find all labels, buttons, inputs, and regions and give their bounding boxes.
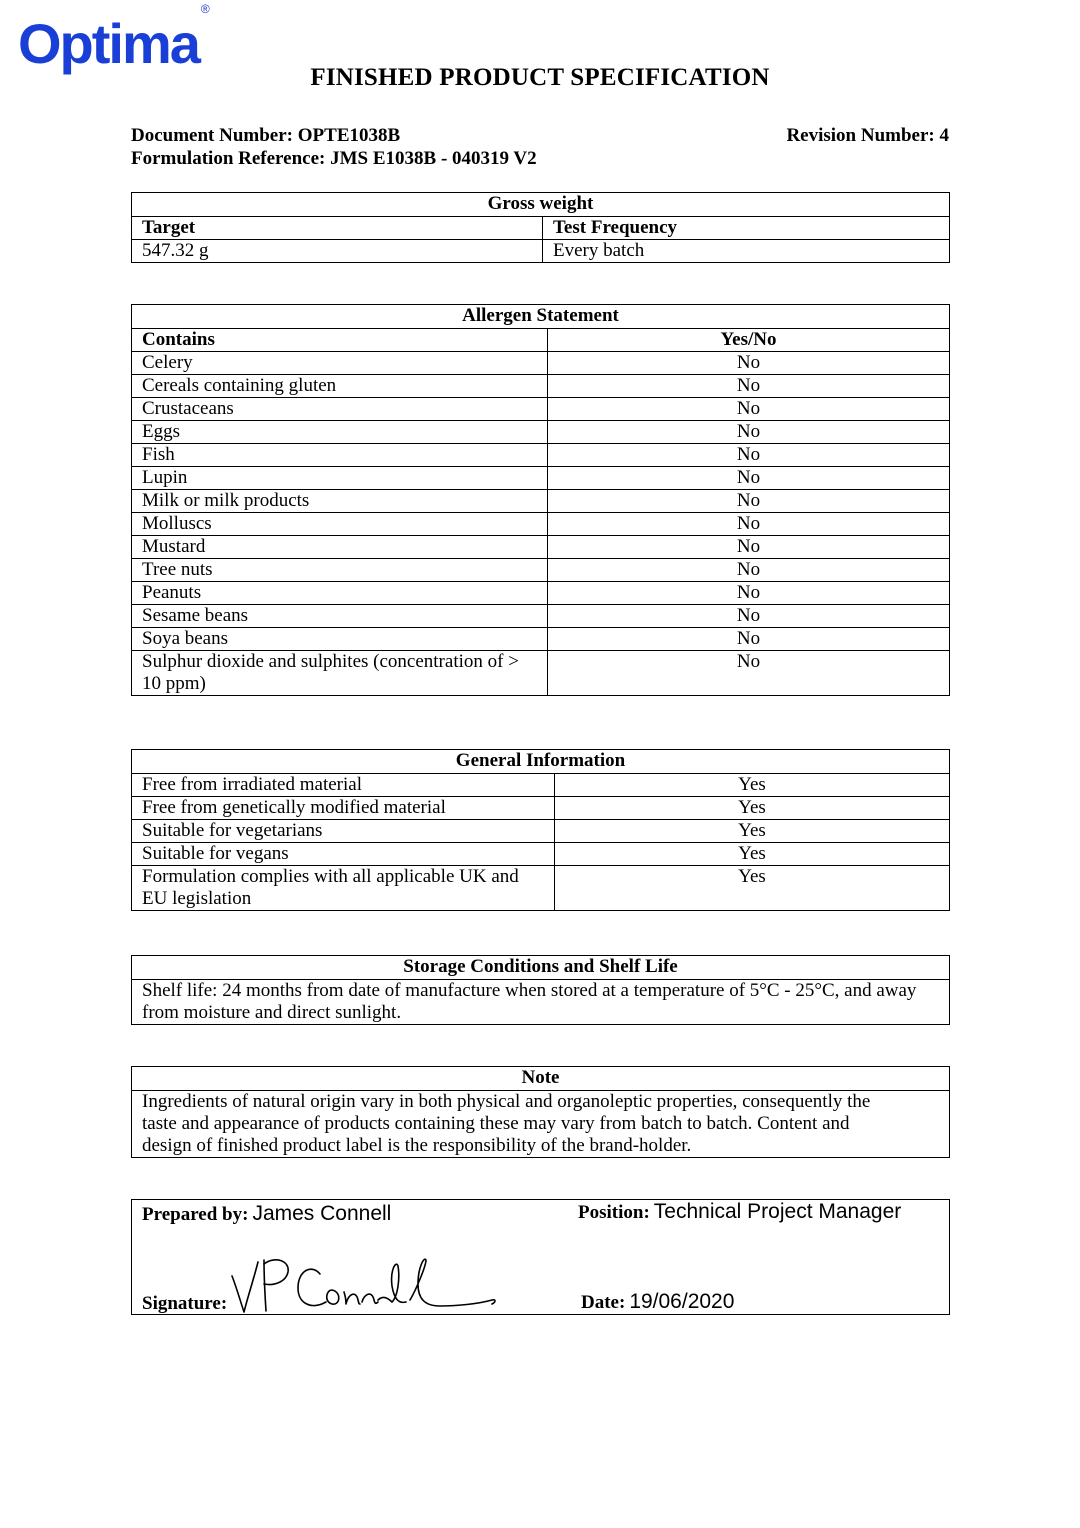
allergen-value: No (548, 467, 950, 490)
storage-title: Storage Conditions and Shelf Life (132, 956, 950, 980)
document-number: Document Number: OPTE1038B (131, 125, 401, 146)
allergen-value: No (548, 536, 950, 559)
general-info-row (132, 774, 950, 797)
allergen-row (132, 582, 950, 605)
general-info-item: Free from genetically modified material (132, 797, 555, 820)
allergen-value: No (548, 421, 950, 444)
prepared-by-name: James Connell (252, 1202, 392, 1225)
storage-table (131, 955, 950, 1025)
allergen-item: Fish (132, 444, 548, 467)
formulation-reference: Formulation Reference: JMS E1038B - 040319 V2 (131, 148, 537, 169)
allergen-value: No (548, 559, 950, 582)
allergen-value: No (548, 628, 950, 651)
allergen-item: Milk or milk products (132, 490, 548, 513)
allergen-item: Crustaceans (132, 398, 548, 421)
allergen-item: Sesame beans (132, 605, 548, 628)
signoff-box (131, 1199, 950, 1315)
allergen-value: No (548, 651, 950, 696)
allergen-row (132, 467, 950, 490)
allergen-row (132, 628, 950, 651)
contains-header: Contains (132, 329, 548, 352)
target-header: Target (132, 217, 543, 240)
optima-logo: Optima® (18, 2, 210, 75)
general-info-row (132, 797, 950, 820)
allergen-row (132, 605, 950, 628)
allergen-row (132, 536, 950, 559)
allergen-item: Molluscs (132, 513, 548, 536)
note-text: Ingredients of natural origin vary in both physical and organoleptic properties, consequently the taste and appearance of products containing these may vary from batch to batch. Content and design of finished product label is the responsibility of the brand-holder. (132, 1091, 950, 1158)
document-meta (131, 124, 949, 170)
allergen-row (132, 651, 950, 696)
allergen-item: Peanuts (132, 582, 548, 605)
general-info-item: Free from irradiated material (132, 774, 555, 797)
prepared-by: Prepared by: James Connell (142, 1202, 392, 1225)
gross-weight-title: Gross weight (132, 193, 950, 217)
general-information-title: General Information (132, 750, 950, 774)
date: Date: 19/06/2020 (581, 1290, 735, 1313)
target-value: 547.32 g (132, 240, 543, 263)
general-information-table (131, 749, 950, 911)
date-value: 19/06/2020 (629, 1290, 735, 1313)
test-frequency-value: Every batch (543, 240, 950, 263)
allergen-title: Allergen Statement (132, 305, 950, 329)
general-info-row (132, 820, 950, 843)
general-info-item: Suitable for vegetarians (132, 820, 555, 843)
general-info-value: Yes (555, 866, 950, 911)
general-info-item: Formulation complies with all applicable UK and EU legislation (132, 866, 555, 911)
allergen-value: No (548, 398, 950, 421)
document-title: FINISHED PRODUCT SPECIFICATION (310, 64, 770, 91)
allergen-item: Soya beans (132, 628, 548, 651)
gross-weight-table (131, 192, 950, 263)
allergen-value: No (548, 490, 950, 513)
allergen-value: No (548, 375, 950, 398)
allergen-value: No (548, 352, 950, 375)
allergen-value: No (548, 582, 950, 605)
allergen-table (131, 304, 950, 696)
note-title: Note (132, 1067, 950, 1091)
general-info-row (132, 866, 950, 911)
allergen-row (132, 421, 950, 444)
allergen-value: No (548, 513, 950, 536)
allergen-row (132, 444, 950, 467)
allergen-item: Cereals containing gluten (132, 375, 548, 398)
storage-text: Shelf life: 24 months from date of manufacture when stored at a temperature of 5°C - 25°C, and away from moisture and direct sunlight. (132, 980, 950, 1025)
general-info-row (132, 843, 950, 866)
allergen-row (132, 375, 950, 398)
allergen-row (132, 398, 950, 421)
position-value: Technical Project Manager (653, 1200, 902, 1223)
allergen-item: Sulphur dioxide and sulphites (concentration of > 10 ppm) (132, 651, 548, 696)
general-info-value: Yes (555, 774, 950, 797)
note-table (131, 1066, 950, 1158)
signature-label: Signature: (142, 1293, 228, 1314)
general-info-value: Yes (555, 797, 950, 820)
allergen-item: Lupin (132, 467, 548, 490)
position: Position: Technical Project Manager (578, 1200, 902, 1223)
allergen-item: Eggs (132, 421, 548, 444)
allergen-row (132, 352, 950, 375)
allergen-item: Mustard (132, 536, 548, 559)
allergen-item: Celery (132, 352, 548, 375)
test-frequency-header: Test Frequency (543, 217, 950, 240)
yes-no-header: Yes/No (548, 329, 950, 352)
general-info-value: Yes (555, 820, 950, 843)
allergen-row (132, 513, 950, 536)
allergen-row (132, 490, 950, 513)
handwritten-signature (228, 1256, 518, 1316)
allergen-value: No (548, 605, 950, 628)
allergen-row (132, 559, 950, 582)
revision-number: Revision Number: 4 (786, 125, 949, 146)
allergen-value: No (548, 444, 950, 467)
general-info-value: Yes (555, 843, 950, 866)
general-info-item: Suitable for vegans (132, 843, 555, 866)
allergen-item: Tree nuts (132, 559, 548, 582)
